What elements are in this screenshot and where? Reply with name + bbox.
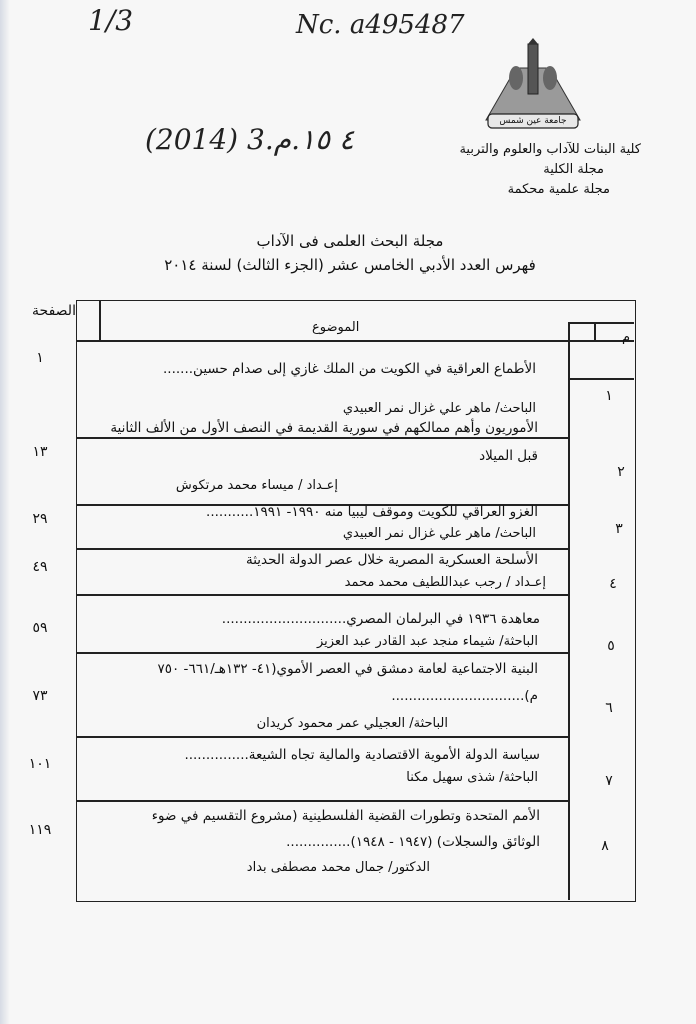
table-divider [76, 800, 568, 802]
table-divider [568, 322, 570, 900]
row-page: ٢٩ [32, 511, 48, 527]
table-divider [76, 548, 568, 550]
row-page: ١٣ [32, 444, 48, 460]
table-divider [594, 322, 596, 342]
row-title: الغزو العراقي للكويت وموقف ليبيا منه ١٩٩٠- ١٩٩١........... [206, 504, 538, 520]
row-page: ١٠١ [28, 756, 52, 772]
row-number: ٨ [601, 838, 609, 854]
row-author: إعـداد / ميساء محمد مرتكوش [175, 478, 338, 493]
row-author: الدكتور/ جمال محمد مصطفى بداد [246, 860, 430, 875]
row-title-cont: قبل الميلاد [479, 448, 538, 464]
table-divider [568, 322, 634, 324]
row-number: ٧ [605, 773, 613, 789]
row-title: سياسة الدولة الأموية الاقتصادية والمالية تجاه الشيعة............... [184, 747, 540, 763]
row-author: الباحثة/ العجيلي عمر محمود كريدان [256, 716, 448, 731]
table-divider [99, 300, 101, 340]
table-divider [76, 736, 568, 738]
row-title: الأسلحة العسكرية المصرية خلال عصر الدولة الحديثة [245, 552, 538, 568]
number-column-header: م [622, 330, 631, 345]
row-title: معاهدة ١٩٣٦ في البرلمان المصري............................. [221, 611, 540, 627]
row-author: الباحثة/ شيماء منجد عبد القادر عبد العزيز [316, 634, 538, 649]
row-page: ٧٣ [32, 688, 48, 704]
row-title: الأطماع العراقية في الكويت من الملك غازي إلى صدام حسين....... [163, 361, 536, 377]
row-title: البنية الاجتماعية لعامة دمشق في العصر الأموي(٤١- ١٣٢هـ/٦٦١- ٧٥٠ [157, 661, 538, 677]
handwritten-date-note: (2014) 3.٤ ١٥.م [145, 123, 355, 156]
row-number: ٤ [609, 576, 617, 592]
magazine-name: مجلة الكلية [543, 162, 604, 177]
row-author: الباحثة/ شذى سهيل مكنا [406, 770, 538, 785]
handwritten-nc-number: Nc. a495487 [296, 10, 465, 40]
table-divider [76, 594, 568, 596]
row-page: ١١٩ [28, 822, 52, 838]
row-page: ١ [36, 350, 44, 366]
row-title: الأموريون وأهم ممالكهم في سورية القديمة في النصف الأول من الألف الثانية [110, 420, 538, 436]
table-divider [76, 340, 634, 342]
topic-column-header: الموضوع [312, 320, 360, 335]
table-divider [568, 378, 634, 380]
row-number: ٣ [615, 521, 623, 537]
college-name: كلية البنات للآداب والعلوم والتربية [459, 142, 641, 157]
row-number: ٦ [605, 700, 613, 716]
row-author: إعـداد / رجب عبداللطيف محمد محمد [344, 575, 546, 590]
table-divider [76, 652, 568, 654]
row-author: الباحث/ ماهر علي غزال نمر العبيدي [342, 526, 536, 541]
row-title-cont: م)............................... [391, 688, 538, 704]
table-divider [76, 437, 568, 439]
row-title-cont: الوثائق والسجلات) (١٩٤٧ - ١٩٤٨)............... [286, 834, 540, 850]
row-number: ٥ [607, 638, 615, 654]
journal-title: مجلة البحث العلمى فى الآداب [256, 232, 444, 250]
row-page: ٤٩ [32, 559, 48, 575]
issue-title: فهرس العدد الأدبي الخامس عشر (الجزء الثالث) لسنة ٢٠١٤ [164, 256, 536, 274]
row-number: ١ [605, 388, 613, 404]
logo-caption: جامعة عين شمس [499, 116, 567, 126]
row-author: الباحث/ ماهر علي غزال نمر العبيدي [342, 401, 536, 416]
row-title: الأمم المتحدة وتطورات القضية الفلسطينية (مشروع التقسيم في ضوء [151, 808, 540, 824]
refereed-label: مجلة علمية محكمة [507, 182, 610, 197]
page-column-header: الصفحة [32, 303, 76, 319]
row-page: ٥٩ [32, 620, 48, 636]
row-number: ٢ [617, 464, 625, 480]
handwritten-page-ref: 1/3 [88, 4, 134, 37]
